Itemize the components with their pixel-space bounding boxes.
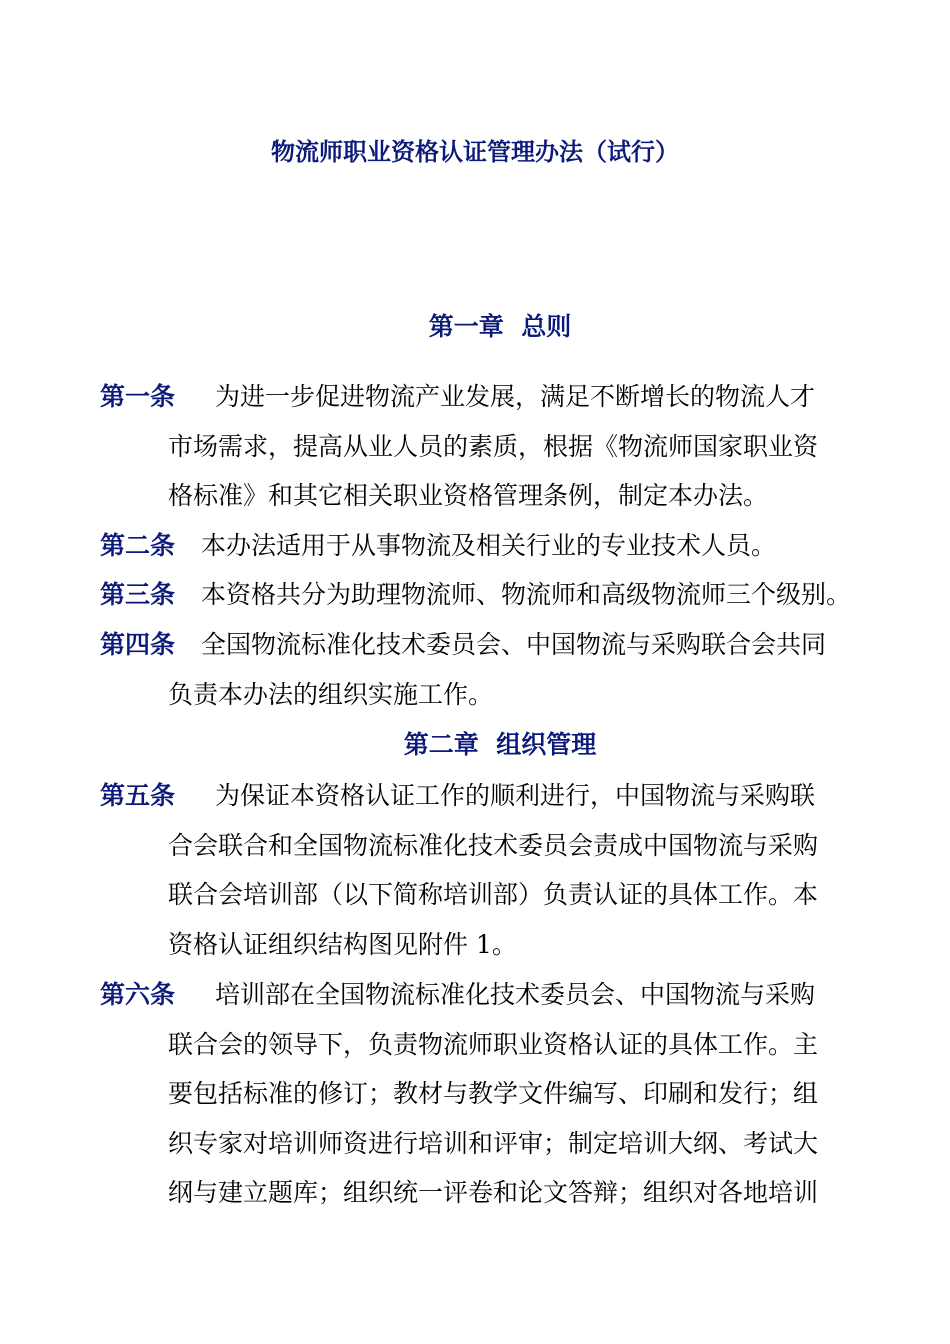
article-line: 联合会的领导下，负责物流师职业资格认证的具体工作。主 [168, 1029, 819, 1059]
article-line: 合会联合和全国物流标准化技术委员会责成中国物流与采购 [168, 830, 819, 860]
article-line: 培训部在全国物流标准化技术委员会、中国物流与采购 [215, 980, 816, 1009]
chapter-heading-1: 第一章 总则 [428, 312, 572, 341]
article-label: 第一条 [100, 382, 176, 411]
article-line: 织专家对培训师资进行培训和评审；制定培训大纲、考试大 [168, 1128, 819, 1158]
article-5 [100, 771, 860, 969]
article-line: 资格认证组织结构图见附件 1。 [168, 929, 517, 959]
article-line: 本资格共分为助理物流师、物流师和高级物流师三个级别。 [201, 580, 852, 609]
article-line: 要包括标准的修订；教材与教学文件编写、印刷和发行；组 [168, 1079, 819, 1108]
article-6 [100, 970, 860, 1218]
document-title: 物流师职业资格认证管理办法（试行） [271, 138, 679, 166]
article-line: 全国物流标准化技术委员会、中国物流与采购联合会共同 [201, 630, 827, 659]
article-3 [100, 570, 860, 620]
article-line: 为保证本资格认证工作的顺利进行，中国物流与采购联 [215, 781, 816, 810]
article-label: 第四条 [100, 630, 176, 659]
article-line: 本办法适用于从事物流及相关行业的专业技术人员。 [201, 531, 777, 560]
article-label: 第二条 [100, 531, 176, 560]
article-2 [100, 521, 860, 571]
article-line: 市场需求，提高从业人员的素质，根据《物流师国家职业资 [168, 431, 819, 461]
article-line: 纲与建立题库；组织统一评卷和论文答辩；组织对各地培训 [168, 1178, 819, 1207]
article-label: 第六条 [100, 980, 176, 1009]
article-1 [100, 372, 860, 521]
article-label: 第五条 [100, 781, 176, 810]
chapter-heading-2: 第二章 组织管理 [403, 730, 597, 759]
article-4 [100, 620, 860, 719]
article-line: 格标准》和其它相关职业资格管理条例，制定本办法。 [168, 481, 769, 510]
article-line: 为进一步促进物流产业发展，满足不断增长的物流人才 [215, 382, 816, 411]
article-label: 第三条 [100, 580, 176, 609]
article-line: 联合会培训部（以下简称培训部）负责认证的具体工作。本 [168, 880, 819, 909]
article-line: 负责本办法的组织实施工作。 [168, 679, 494, 709]
